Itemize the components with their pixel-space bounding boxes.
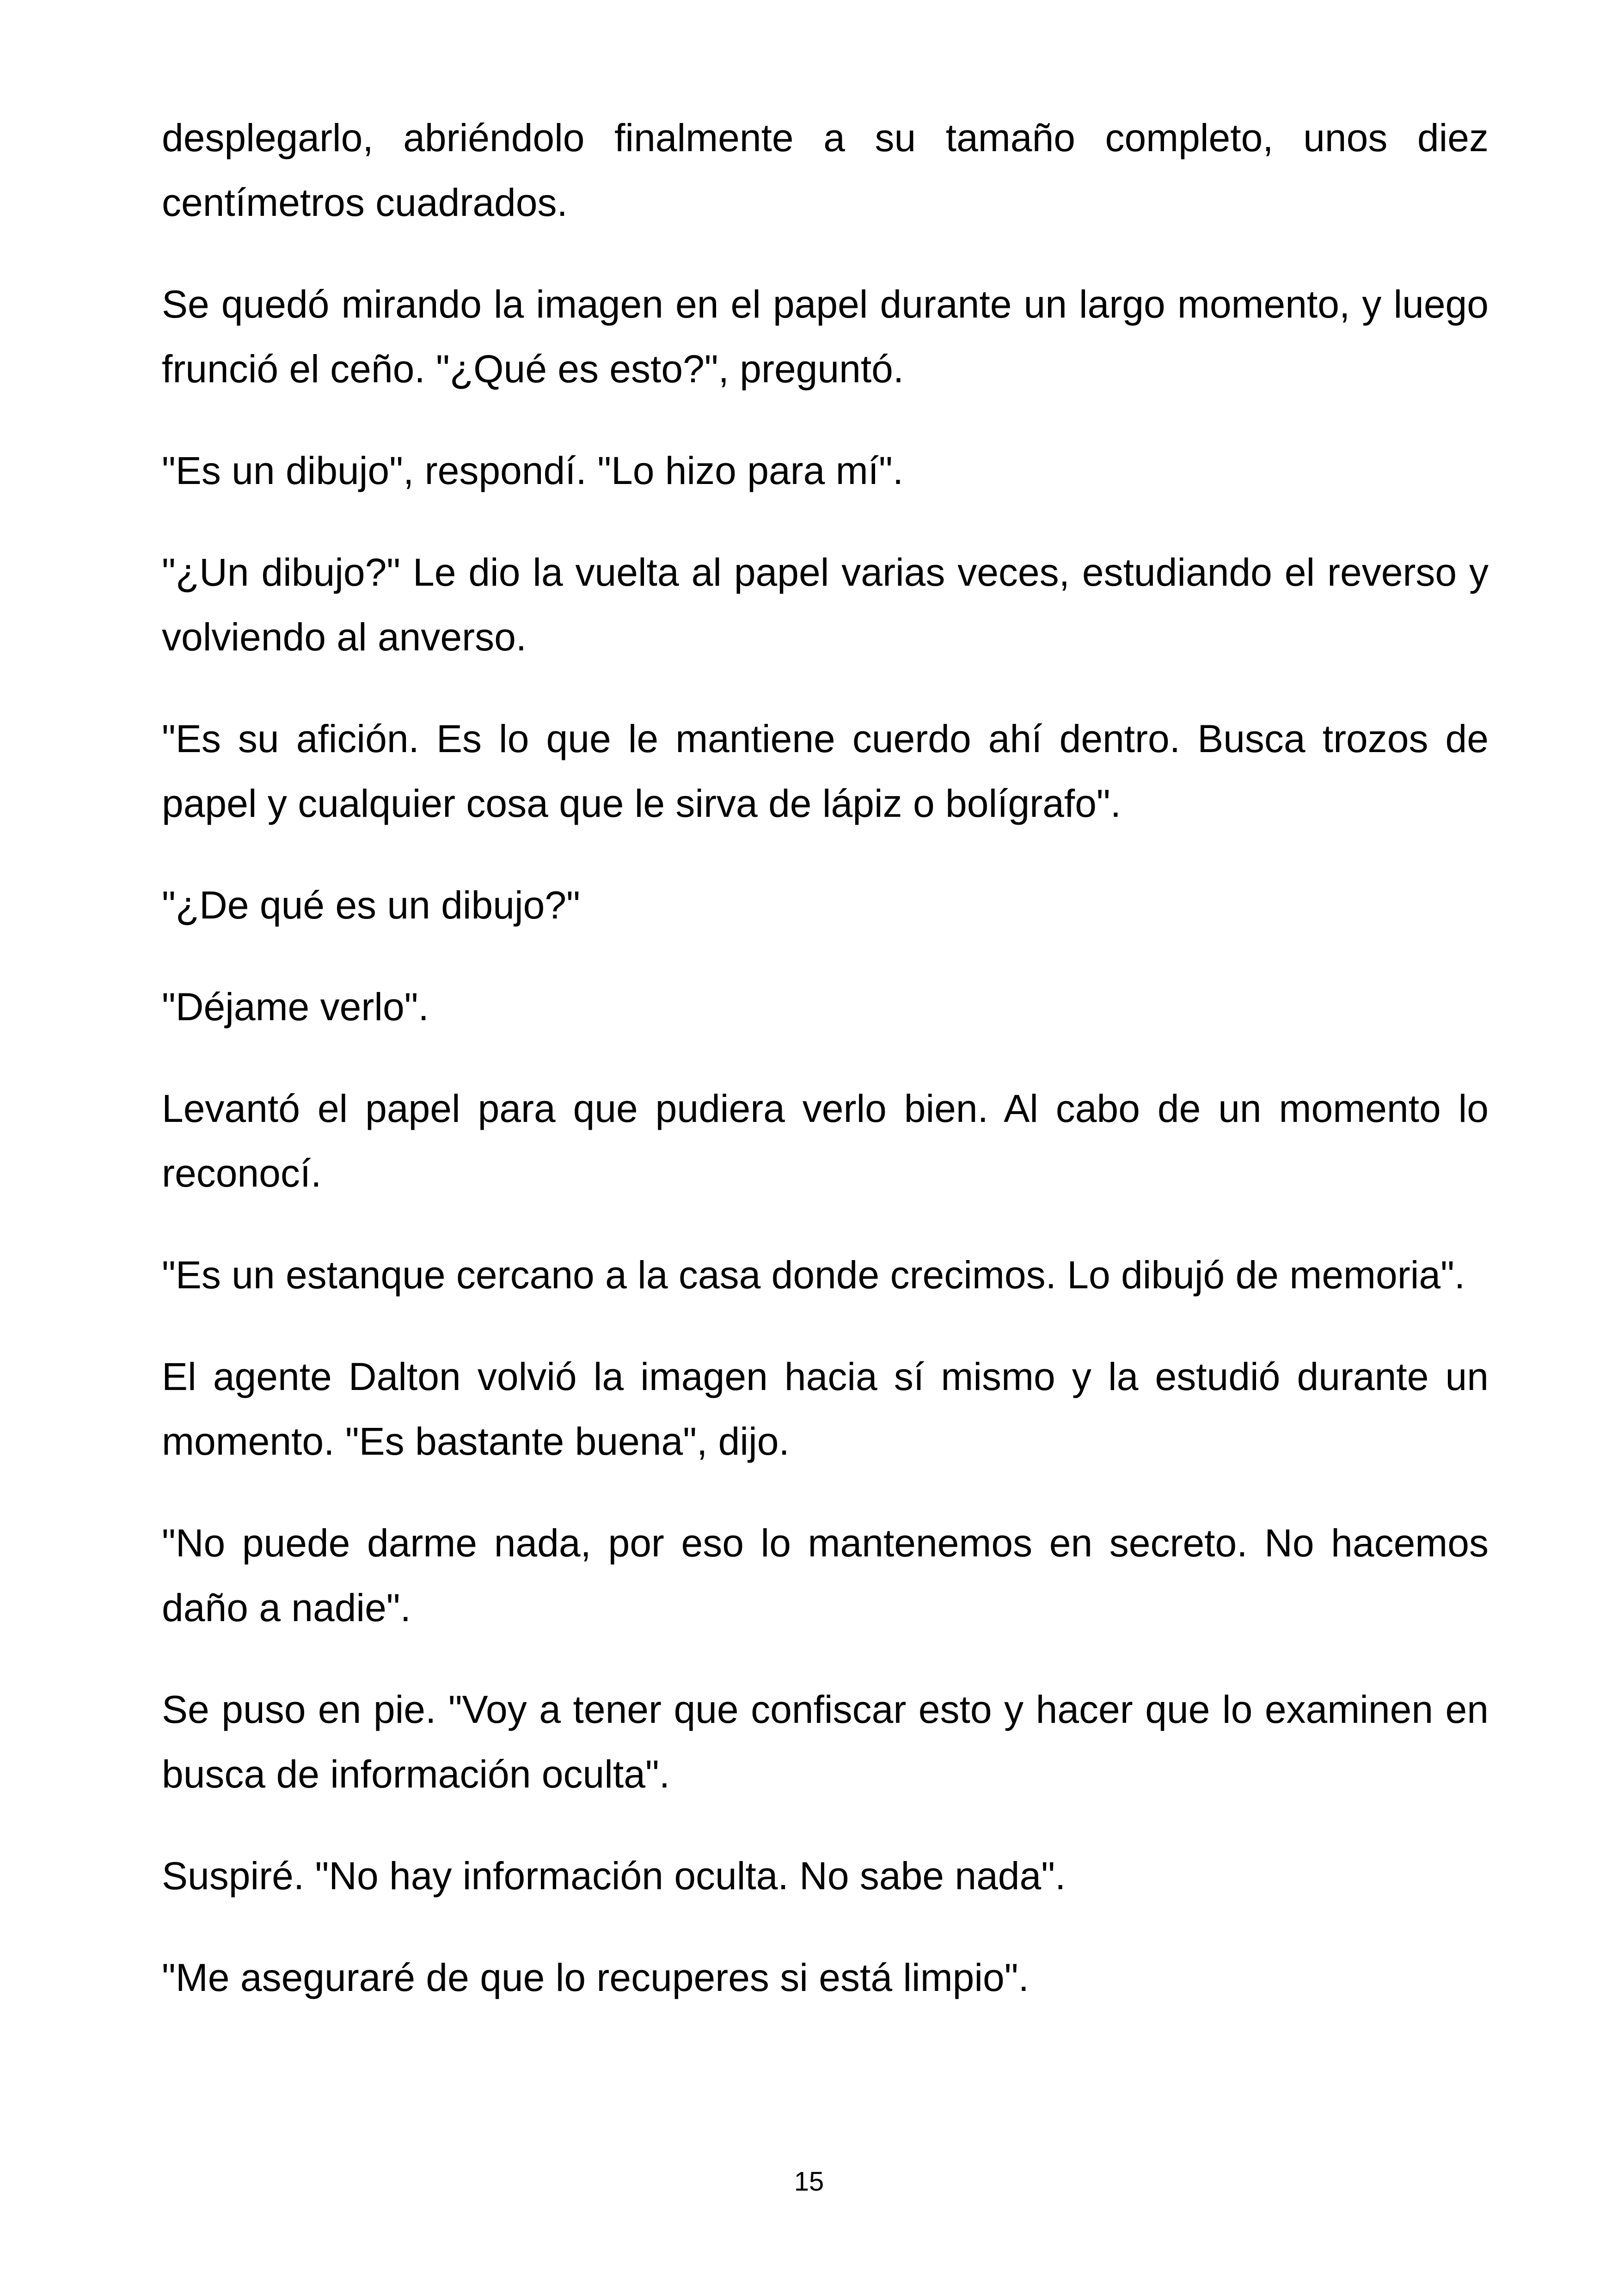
paragraph: "¿De qué es un dibujo?" xyxy=(162,883,580,927)
paragraph: El agente Dalton volvió la imagen hacia sí mismo y la estudió durante un momento. "Es bastante buena", dijo. xyxy=(162,1355,1489,1463)
paragraph: Levantó el papel para que pudiera verlo bien. Al cabo de un momento lo reconocí. xyxy=(162,1087,1489,1195)
paragraph: "Es un estanque cercano a la casa donde crecimos. Lo dibujó de memoria". xyxy=(162,1253,1465,1297)
paragraph: Suspiré. "No hay información oculta. No sabe nada". xyxy=(162,1854,1066,1898)
paragraph: desplegarlo, abriéndolo finalmente a su tamaño completo, unos diez centímetros cuadrados. xyxy=(162,116,1489,224)
paragraph: "Es su afición. Es lo que le mantiene cuerdo ahí dentro. Busca trozos de papel y cualquier cosa que le sirva de lápiz o bolígrafo". xyxy=(162,717,1489,825)
paragraph: Se puso en pie. "Voy a tener que confiscar esto y hacer que lo examinen en busca de información oculta". xyxy=(162,1688,1489,1796)
paragraph: "No puede darme nada, por eso lo mantenemos en secreto. No hacemos daño a nadie". xyxy=(162,1521,1489,1629)
paragraph: Se quedó mirando la imagen en el papel durante un largo momento, y luego frunció el ceño. "¿Qué es esto?", preguntó. xyxy=(162,282,1489,391)
paragraph: "¿Un dibujo?" Le dio la vuelta al papel varias veces, estudiando el reverso y volviendo al anverso. xyxy=(162,551,1489,659)
body-text xyxy=(162,105,1489,2047)
page-number: 15 xyxy=(794,2167,824,2197)
paragraph: "Me aseguraré de que lo recuperes si está limpio". xyxy=(162,1956,1029,1999)
paragraph: "Es un dibujo", respondí. "Lo hizo para mí". xyxy=(162,449,904,492)
paragraph: "Déjame verlo". xyxy=(162,985,429,1029)
